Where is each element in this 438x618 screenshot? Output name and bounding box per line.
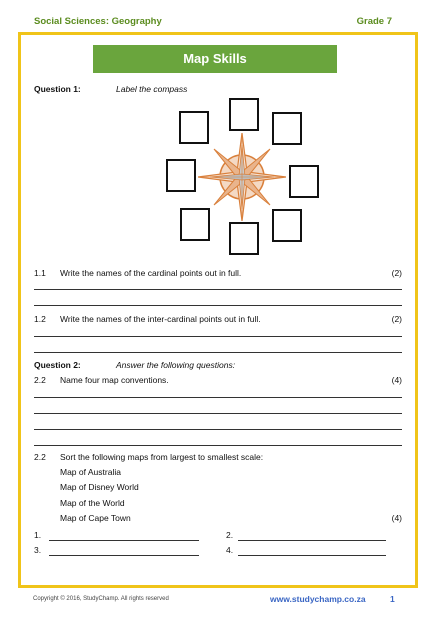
- answer-blank[interactable]: [238, 555, 386, 556]
- page-number: 1: [390, 594, 395, 604]
- question-2-instruction: Answer the following questions:: [116, 360, 236, 370]
- compass-label-box-northwest[interactable]: [179, 111, 209, 144]
- answer-number: 4.: [226, 545, 234, 555]
- answer-number: 1.: [34, 530, 42, 540]
- question-2-2-sort: 2.2 Sort the following maps from largest to smallest scale:: [34, 452, 264, 462]
- answer-line[interactable]: [34, 397, 402, 398]
- question-2-label: Question 2:: [34, 360, 81, 370]
- question-1-instruction: Label the compass: [116, 84, 188, 94]
- answer-line[interactable]: [34, 305, 402, 306]
- answer-blank[interactable]: [238, 540, 386, 541]
- answer-line[interactable]: [34, 289, 402, 290]
- grade-header: Grade 7: [356, 16, 392, 27]
- answer-number: 2.: [226, 530, 234, 540]
- page-title: Map Skills: [93, 45, 337, 73]
- question-1-1-marks: (2): [391, 268, 402, 278]
- map-list-item: Map of Australia: [60, 467, 121, 477]
- compass-label-box-southwest[interactable]: [180, 208, 210, 241]
- map-list-item: Map of Cape Town: [60, 513, 131, 523]
- compass-label-box-northeast[interactable]: [272, 112, 302, 145]
- answer-line[interactable]: [34, 336, 402, 337]
- answer-line[interactable]: [34, 429, 402, 430]
- map-list-item: Map of the World: [60, 498, 125, 508]
- compass-label-box-east[interactable]: [289, 165, 319, 198]
- subject-header: Social Sciences: Geography: [34, 16, 162, 27]
- answer-line[interactable]: [34, 352, 402, 353]
- compass-label-box-southeast[interactable]: [272, 209, 302, 242]
- answer-blank[interactable]: [49, 540, 199, 541]
- question-2-2-conventions: 2.2 Name four map conventions.: [34, 375, 169, 385]
- answer-line[interactable]: [34, 445, 402, 446]
- compass-label-box-north[interactable]: [229, 98, 259, 131]
- question-1-1: 1.1 Write the names of the cardinal points out in full.: [34, 268, 242, 278]
- copyright-notice: Copyright © 2016, StudyChamp. All rights reserved: [33, 596, 169, 602]
- question-1-2: 1.2 Write the names of the inter-cardinal points out in full.: [34, 314, 261, 324]
- question-2-2-conventions-marks: (4): [391, 375, 402, 385]
- question-1-label: Question 1:: [34, 84, 81, 94]
- answer-number: 3.: [34, 545, 42, 555]
- question-2-2-sort-marks: (4): [391, 513, 402, 523]
- question-1-2-marks: (2): [391, 314, 402, 324]
- answer-blank[interactable]: [49, 555, 199, 556]
- compass-label-box-west[interactable]: [166, 159, 196, 192]
- answer-line[interactable]: [34, 413, 402, 414]
- compass-label-box-south[interactable]: [229, 222, 259, 255]
- map-list-item: Map of Disney World: [60, 482, 139, 492]
- compass-rose-icon: [198, 133, 286, 221]
- website-link[interactable]: www.studychamp.co.za: [270, 594, 366, 604]
